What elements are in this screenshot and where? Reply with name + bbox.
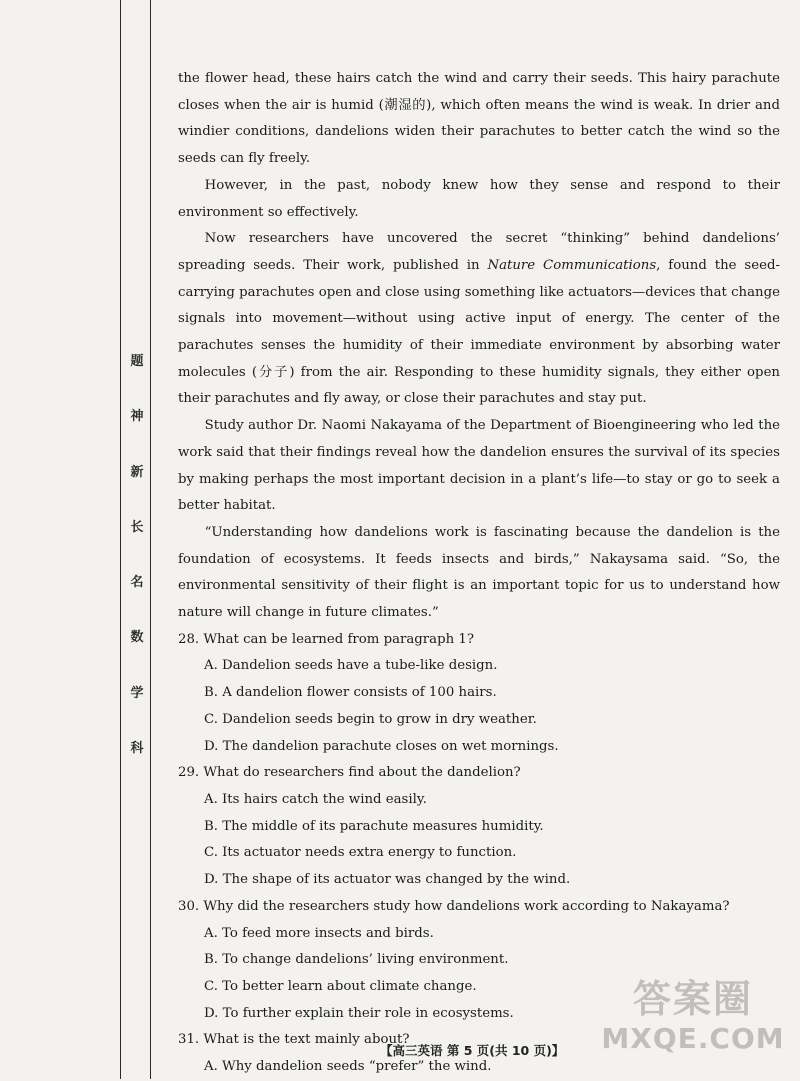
option-28-c: C. Dandelion seeds begin to grow in dry weather. xyxy=(204,711,537,727)
option-29-d: D. The shape of its actuator was changed by the wind. xyxy=(204,872,571,888)
paragraph-3-after: , found the seed-carrying parachutes open and close using something like actuators—devices that change signals into movement—without using active input of energy. The center of the parachutes senses the humidity of their immediate environment by absorbing water molecules (分子) from the air. Responding to these humidity signals, they either open their parachutes and fly away, or close their parachutes and stay put. xyxy=(178,257,780,407)
binding-line-inner xyxy=(150,0,151,1079)
question-31: 31. What is the text mainly about? xyxy=(178,1032,410,1048)
paragraph-5: “Understanding how dandelions work is fascinating because the dandelion is the foundation of ecosystems. It feeds insects and birds,” Nakaysama said. “So, the environmental sensitivity of their flight is an important topic for us to understand how nature will change in future climates.” xyxy=(178,524,780,621)
watermark-url: MXQE.COM xyxy=(601,1022,785,1055)
side-char: 名 xyxy=(130,575,144,591)
watermark-logo: 答案圈 xyxy=(632,977,753,1021)
option-30-d: D. To further explain their role in ecosystems. xyxy=(204,1005,514,1021)
journal-name: Nature Communications xyxy=(487,257,657,273)
option-28-a: A. Dandelion seeds have a tube-like design. xyxy=(204,658,498,674)
option-28-b: B. A dandelion flower consists of 100 hairs. xyxy=(204,685,497,701)
side-char: 新 xyxy=(130,464,144,480)
option-31-a: A. Why dandelion seeds “prefer” the wind. xyxy=(204,1059,492,1075)
question-29: 29. What do researchers find about the dandelion? xyxy=(178,765,521,781)
question-28: 28. What can be learned from paragraph 1? xyxy=(178,631,474,647)
watermark xyxy=(598,976,788,1071)
passage-content xyxy=(178,66,780,1081)
option-30-c: C. To better learn about climate change. xyxy=(204,978,477,994)
option-30-a: A. To feed more insects and birds. xyxy=(204,925,434,941)
side-char: 科 xyxy=(130,740,144,756)
binding-margin-label xyxy=(128,355,146,755)
binding-line-outer xyxy=(120,0,121,1079)
option-30-b: B. To change dandelions’ living environment. xyxy=(204,952,509,968)
side-char: 数 xyxy=(130,630,144,646)
paragraph-4: Study author Dr. Naomi Nakayama of the Department of Bioengineering who led the work said that their findings reveal how the dandelion ensures the survival of its species by making perhaps the most important decision in a plant’s life—to stay or go to seek a better habitat. xyxy=(178,418,780,514)
paragraph-2: However, in the past, nobody knew how they sense and respond to their environment so effectively. xyxy=(178,177,780,220)
page-footer: 【高三英语 第 5 页(共 10 页)】 xyxy=(380,1043,565,1058)
option-28-d: D. The dandelion parachute closes on wet mornings. xyxy=(204,738,559,754)
side-char: 学 xyxy=(130,685,144,701)
paragraph-3 xyxy=(178,226,780,413)
paragraph-1: the flower head, these hairs catch the wind and carry their seeds. This hairy parachute closes when the air is humid (潮湿的), which often means the wind is weak. In drier and windier conditions, dandelions widen their parachutes to better catch the wind so the seeds can fly freely. xyxy=(178,71,780,167)
side-char: 题 xyxy=(130,354,144,369)
side-char: 神 xyxy=(130,409,144,425)
side-char: 长 xyxy=(130,519,144,535)
paragraph-3-before: Now researchers have uncovered the secret “thinking” behind dandelions’ spreading seeds. Their work, published in xyxy=(178,231,780,273)
option-29-b: B. The middle of its parachute measures humidity. xyxy=(204,818,544,834)
option-29-c: C. Its actuator needs extra energy to function. xyxy=(204,845,517,861)
question-30: 30. Why did the researchers study how dandelions work according to Nakayama? xyxy=(178,898,730,914)
option-29-a: A. Its hairs catch the wind easily. xyxy=(204,791,427,807)
